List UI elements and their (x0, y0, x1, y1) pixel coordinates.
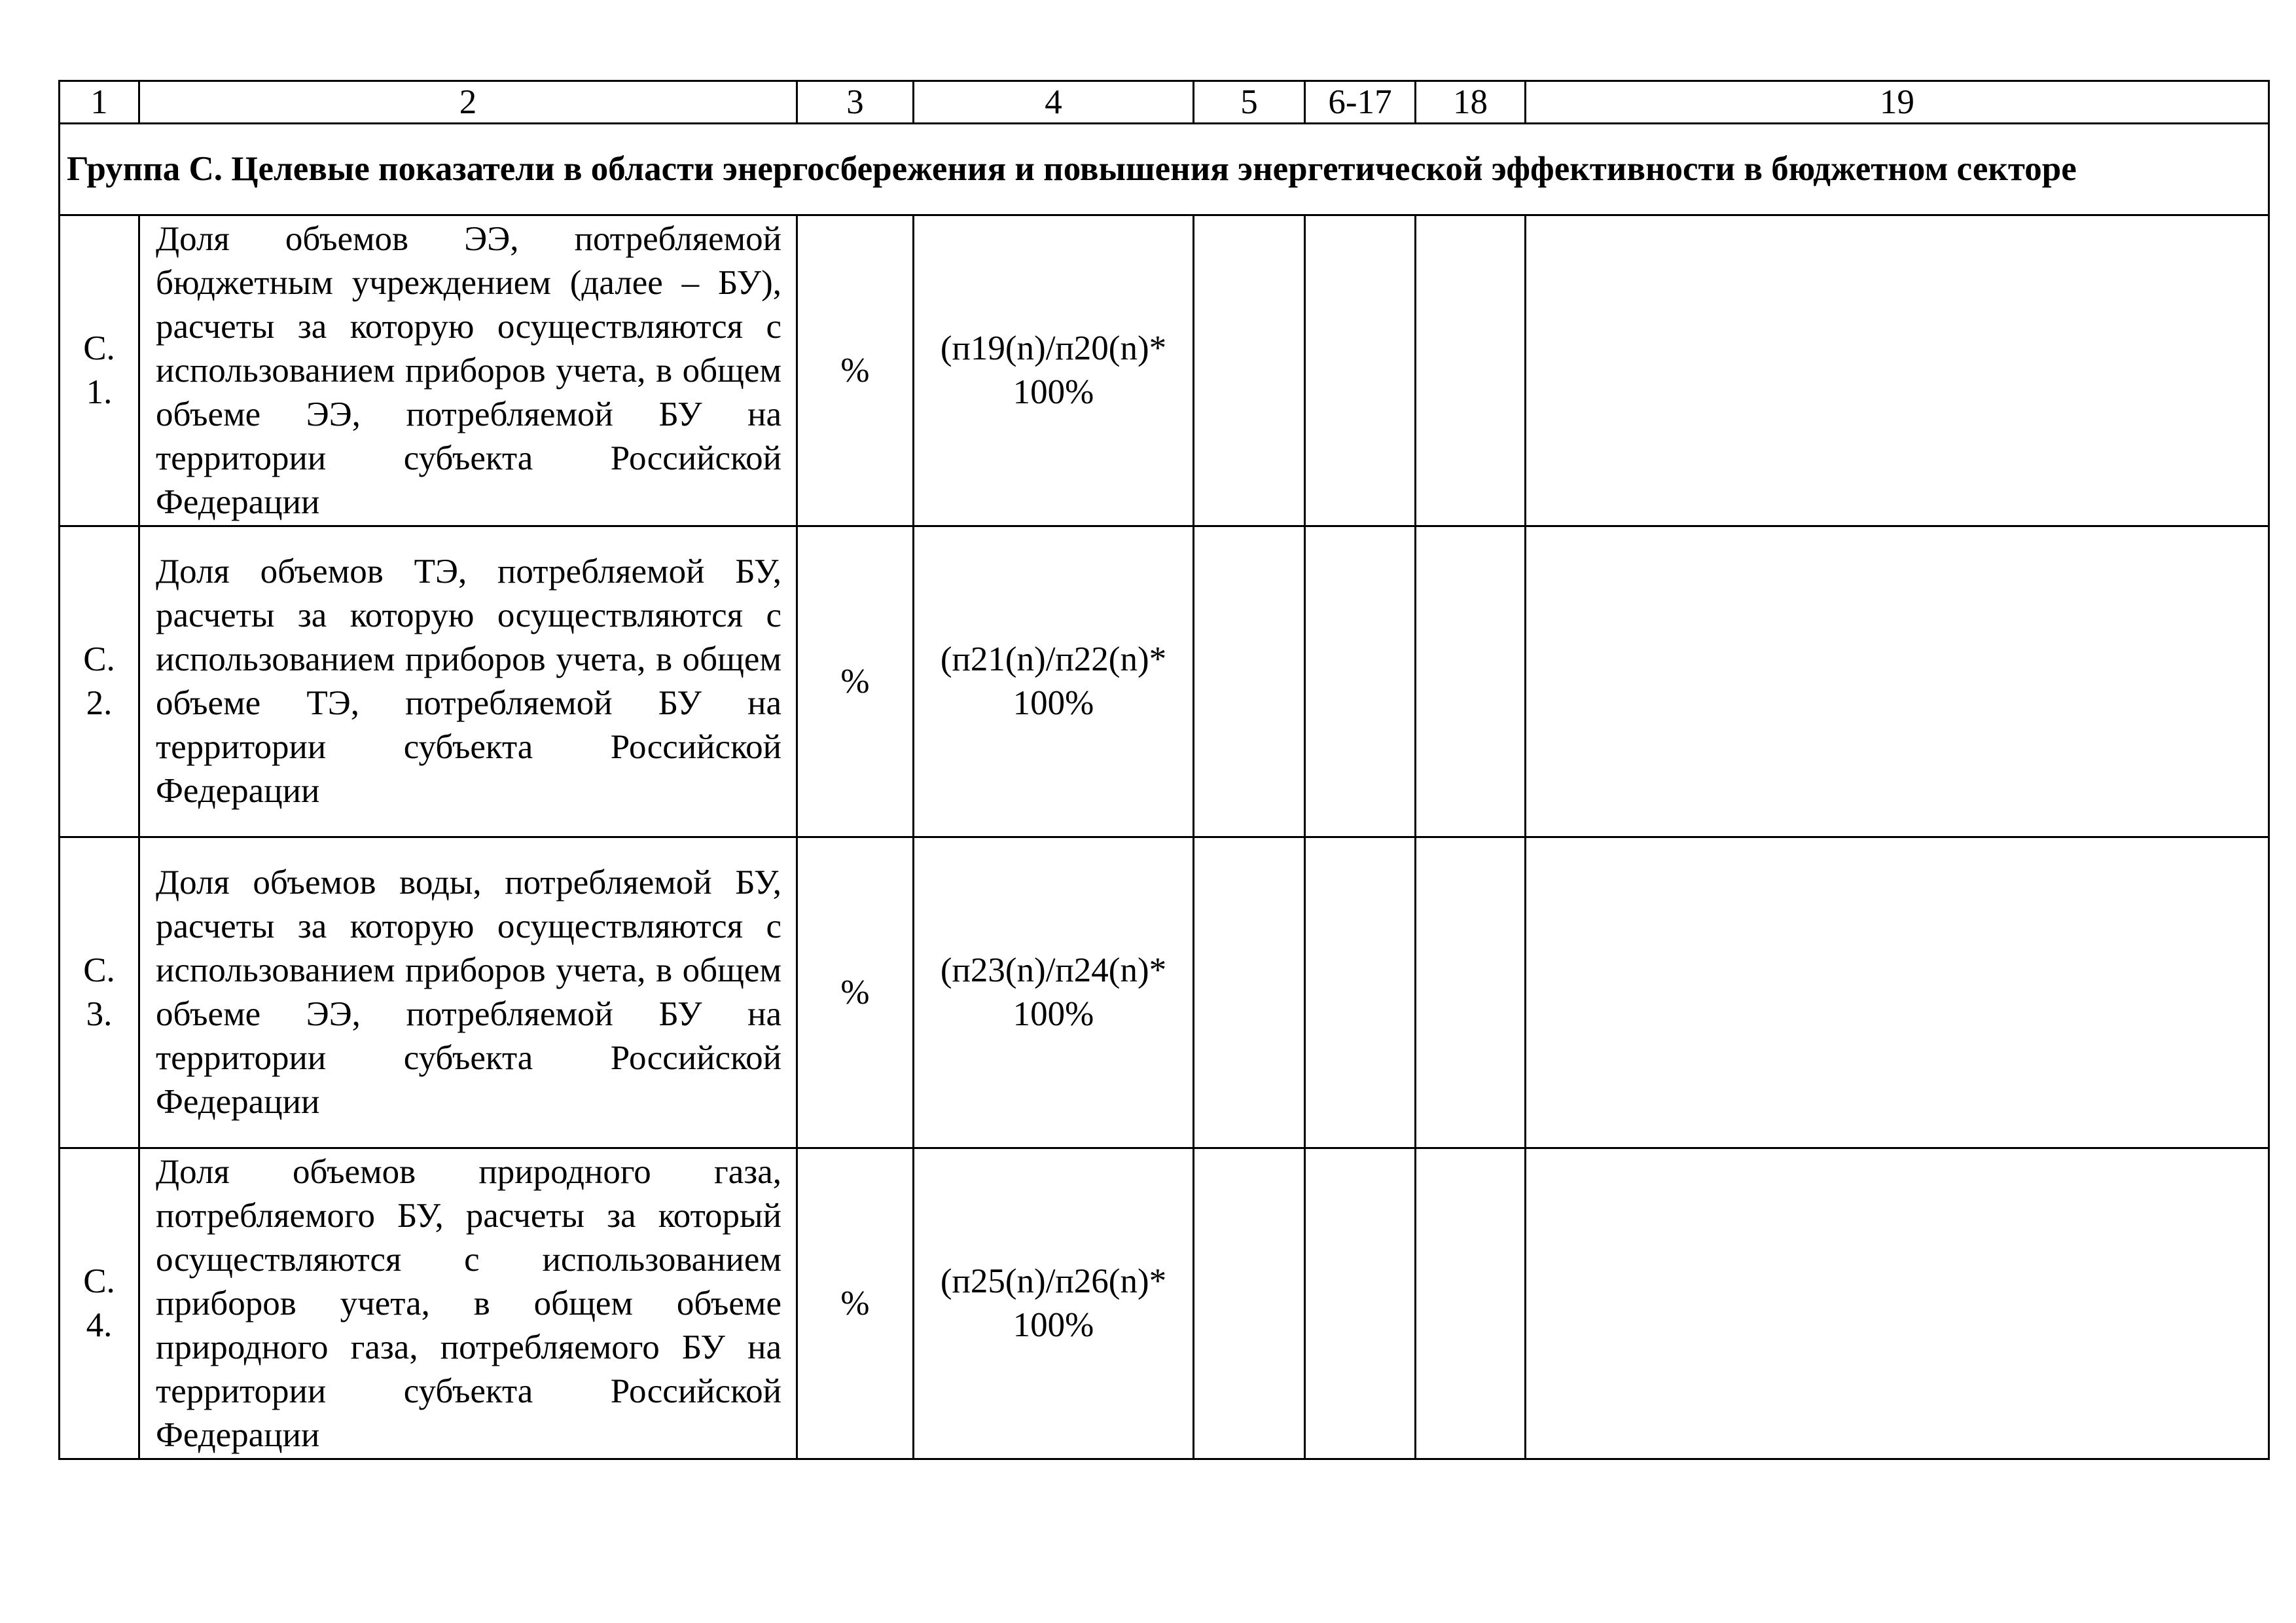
row-number-letter: С. (83, 640, 115, 678)
empty-cell (1305, 526, 1416, 837)
column-header: 18 (1416, 81, 1526, 124)
column-number-header-row (60, 81, 2269, 124)
formula-line: 100% (1013, 995, 1094, 1033)
empty-cell (1194, 215, 1305, 526)
table-row (60, 837, 2269, 1148)
row-number-index: 1. (86, 373, 113, 411)
indicator-description: Доля объемов природного газа, потребляемого БУ, расчеты за который осуществляются с использованием приборов учета, в общем объеме природного газа, потребляемого БУ на территории субъекта Российской Федерации (139, 1148, 797, 1459)
empty-cell (1526, 837, 2269, 1148)
empty-cell (1416, 526, 1526, 837)
formula-cell (914, 1148, 1194, 1459)
empty-cell (1305, 837, 1416, 1148)
empty-cell (1194, 526, 1305, 837)
row-number-index: 2. (86, 684, 113, 722)
empty-cell (1526, 1148, 2269, 1459)
group-heading-row (60, 124, 2269, 215)
row-number-letter: С. (83, 329, 115, 367)
unit-cell: % (797, 526, 914, 837)
formula-line: (п23(n)/п24(n)* (940, 951, 1167, 989)
empty-cell (1194, 1148, 1305, 1459)
formula-line: (п21(n)/п22(n)* (940, 640, 1167, 678)
empty-cell (1416, 837, 1526, 1148)
formula-cell (914, 215, 1194, 526)
empty-cell (1526, 526, 2269, 837)
unit-cell: % (797, 1148, 914, 1459)
indicator-description: Доля объемов воды, потребляемой БУ, расчеты за которую осуществляются с использованием приборов учета, в общем объеме ЭЭ, потребляемой БУ на территории субъекта Российской Федерации (139, 837, 797, 1148)
indicator-description: Доля объемов ЭЭ, потребляемой бюджетным учреждением (далее – БУ), расчеты за которую осуществляются с использованием приборов учета, в общем объеме ЭЭ, потребляемой БУ на территории субъекта Российской Федерации (139, 215, 797, 526)
column-header: 6-17 (1305, 81, 1416, 124)
empty-cell (1526, 215, 2269, 526)
formula-line: (п19(n)/п20(n)* (940, 329, 1167, 367)
row-number-index: 4. (86, 1306, 113, 1344)
empty-cell (1305, 1148, 1416, 1459)
formula-line: 100% (1013, 373, 1094, 411)
row-number-index: 3. (86, 995, 113, 1033)
row-number (60, 1148, 139, 1459)
row-number (60, 215, 139, 526)
table-row (60, 526, 2269, 837)
formula-line: 100% (1013, 1306, 1094, 1344)
row-number-letter: С. (83, 951, 115, 989)
row-number-letter: С. (83, 1262, 115, 1300)
column-header: 3 (797, 81, 914, 124)
table-row (60, 1148, 2269, 1459)
column-header: 2 (139, 81, 797, 124)
unit-cell: % (797, 837, 914, 1148)
column-header: 1 (60, 81, 139, 124)
row-number (60, 526, 139, 837)
empty-cell (1305, 215, 1416, 526)
formula-line: (п25(n)/п26(n)* (940, 1262, 1167, 1300)
column-header: 5 (1194, 81, 1305, 124)
empty-cell (1194, 837, 1305, 1148)
empty-cell (1416, 215, 1526, 526)
table-row (60, 215, 2269, 526)
indicators-table (58, 80, 2270, 1460)
unit-cell: % (797, 215, 914, 526)
empty-cell (1416, 1148, 1526, 1459)
formula-cell (914, 837, 1194, 1148)
column-header: 19 (1526, 81, 2269, 124)
group-title: Группа С. Целевые показатели в области энергосбережения и повышения энергетической эффективности в бюджетном секторе (60, 124, 2269, 215)
column-header: 4 (914, 81, 1194, 124)
formula-cell (914, 526, 1194, 837)
row-number (60, 837, 139, 1148)
formula-line: 100% (1013, 684, 1094, 722)
indicator-description: Доля объемов ТЭ, потребляемой БУ, расчеты за которую осуществляются с использованием приборов учета, в общем объеме ТЭ, потребляемой БУ на территории субъекта Российской Федерации (139, 526, 797, 837)
